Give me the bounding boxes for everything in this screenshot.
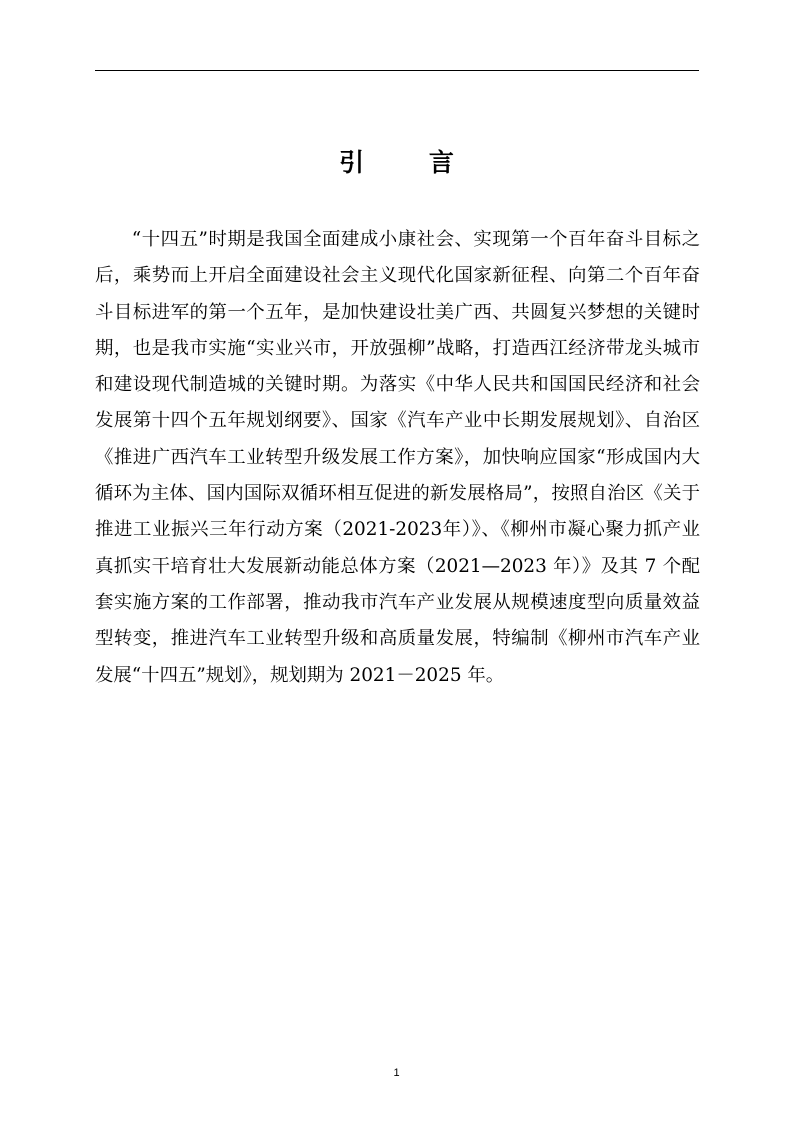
page-title: 引 言 [339, 148, 482, 177]
page-number: 1 [393, 1067, 400, 1079]
header-rule [95, 70, 699, 71]
body-paragraph: “十四五”时期是我国全面建成小康社会、实现第一个百年奋斗目标之后，乘势而上开启全面建设社会主义现代化国家新征程、向第二个百年奋斗目标进军的第一个五年，是加快建设壮美广西、共圆复兴梦想的关键时期，也是我市实施“实业兴市，开放强柳”战略，打造西江经济带龙头城市和建设现代制造城的关键时期。为落实《中华人民共和国国民经济和社会发展第十四个五年规划纲要》、国家《汽车产业中长期发展规划》、自治区《推进广西汽车工业转型升级发展工作方案》，加快响应国家“形成国内大循环为主体、国内国际双循环相互促进的新发展格局”，按照自治区《关于推进工业振兴三年行动方案（2021-2023年）》、《柳州市凝心聚力抓产业真抓实干培育壮大发展新动能总体方案（2021—2023 年）》及其 7 个配套实施方案的工作部署，推动我市汽车产业发展从规模速度型向质量效益型转变，推进汽车工业转型升级和高质量发展，特编制《柳州市汽车产业发展“十四五”规划》，规划期为 2021－2025 年。 [95, 229, 700, 686]
